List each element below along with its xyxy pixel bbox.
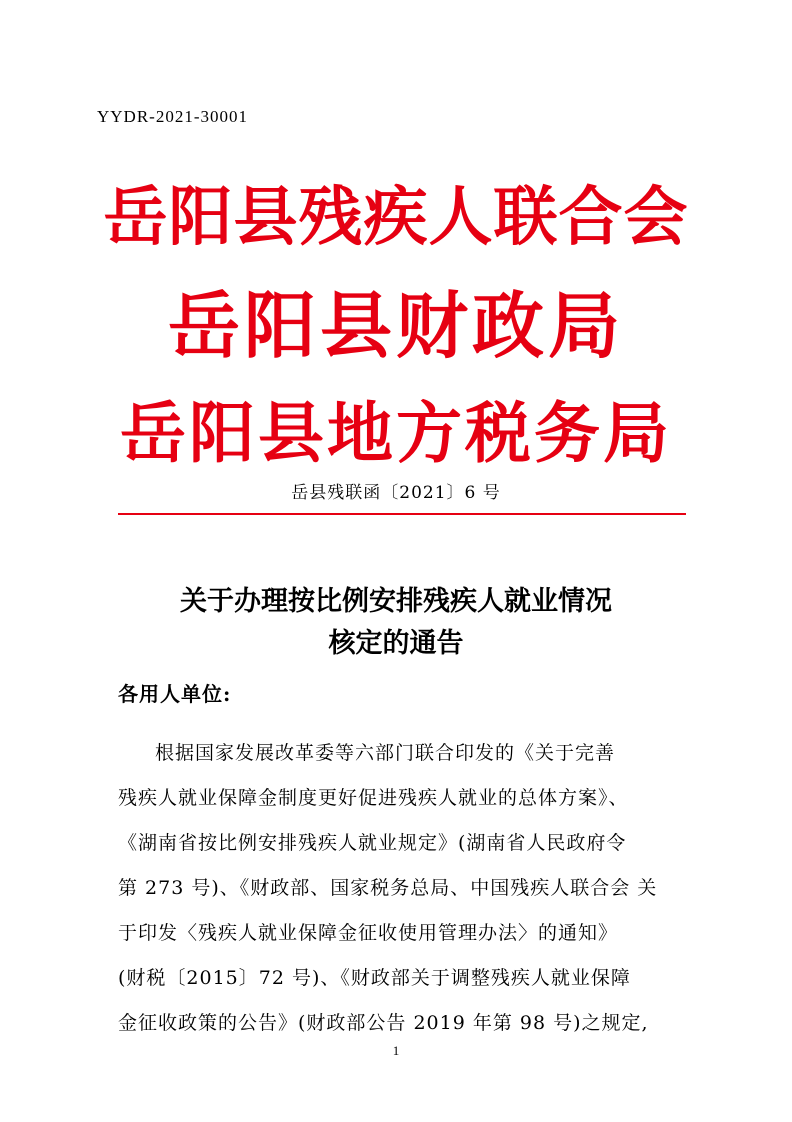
body-line-2: 残疾人就业保障金制度更好促进残疾人就业的总体方案》、 [118,787,629,809]
page-number: 1 [392,1043,400,1058]
body-line-3: 《湖南省按比例安排残疾人就业规定》(湖南省人民政府令 [118,832,627,854]
document-title-line-2: 核定的通告 [328,628,464,659]
document-number: 岳县残联函〔2021〕6 号 [291,483,501,503]
body-line-1: 根据国家发展改革委等六部门联合印发的《关于完善 [155,742,616,764]
body-line-5: 于印发〈残疾人就业保障金征收使用管理办法〉的通知》 [118,922,619,944]
body-line-7: 金征收政策的公告》(财政部公告 2019 年第 98 号)之规定, [118,1012,649,1034]
body-line-6: (财税〔2015〕72 号)、《财政部关于调整残疾人就业保障 [118,967,631,989]
body-line-4: 第 273 号)、《财政部、国家税务总局、中国残疾人联合会 关 [118,877,658,899]
red-separator-line [118,513,686,515]
issuer-disabled-persons-federation: 岳阳县残疾人联合会 [103,181,689,255]
document-code: YYDR-2021-30001 [97,107,248,126]
issuer-local-tax-bureau: 岳阳县地方税务局 [120,395,672,472]
salutation: 各用人单位: [118,682,232,706]
issuer-finance-bureau: 岳阳县财政局 [167,284,624,368]
document-title-line-1: 关于办理按比例安排残疾人就业情况 [180,586,612,617]
